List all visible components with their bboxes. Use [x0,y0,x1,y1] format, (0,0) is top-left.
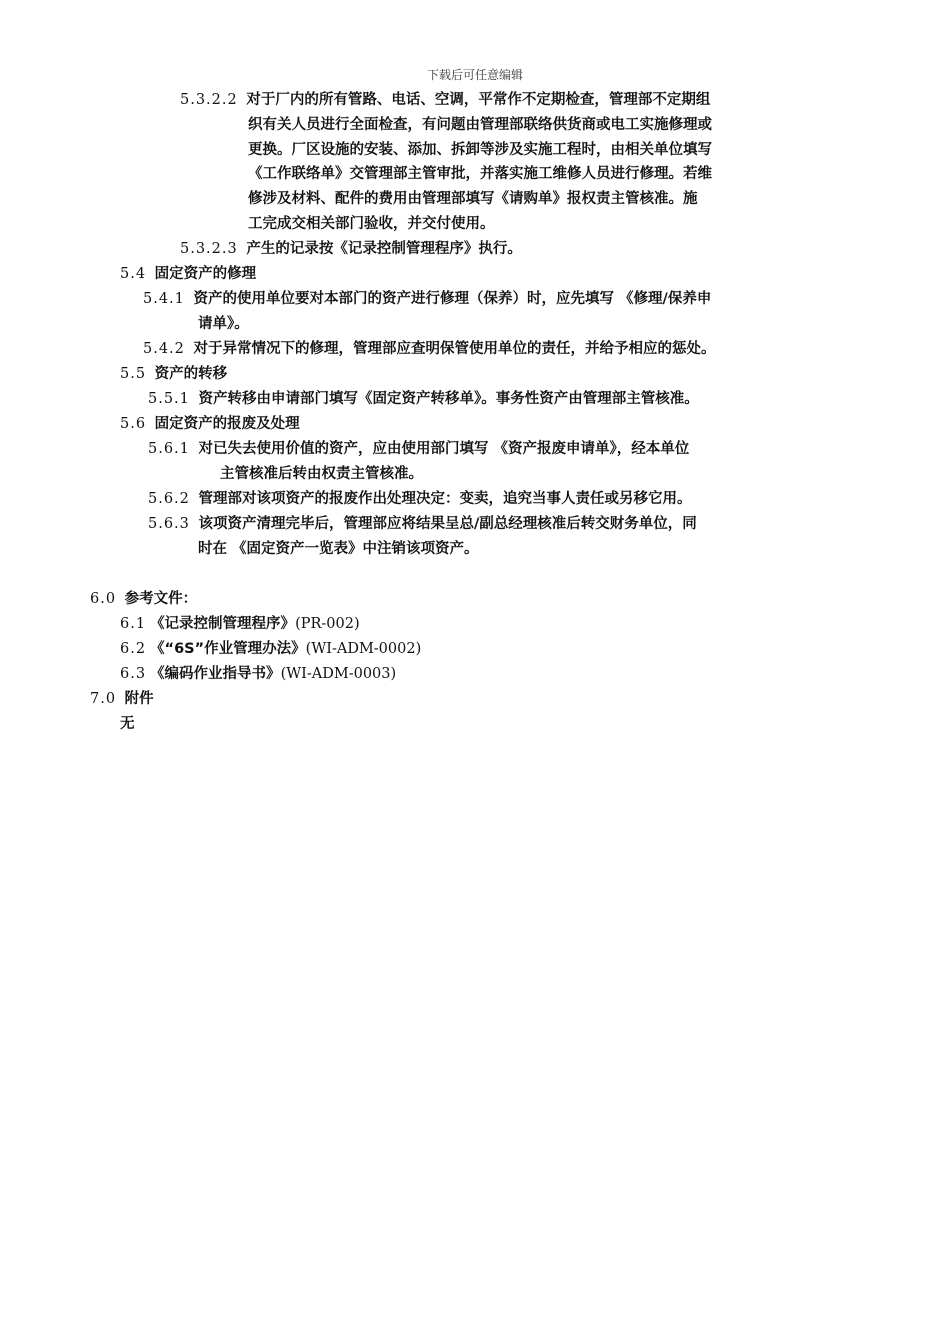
reference-code: (PR-002) [295,616,360,632]
section-7-0 [90,689,154,709]
clause-continuation: 修涉及材料、配件的费用由管理部填写《请购单》报权责主管核准。施 [248,191,698,207]
clause-5-6-2 [148,489,692,509]
section-title: 固定资产的修理 [154,266,257,282]
clause-text: 该项资产清理完毕后，管理部应将结果呈总/副总经理核准后转交财务单位，同 [198,516,697,532]
reference-title: 《“6S”作业管理办法》 [150,641,306,657]
clause-continuation: 更换。厂区设施的安装、添加、拆卸等涉及实施工程时，由相关单位填写 [248,142,712,158]
section-5-4 [120,264,256,284]
clause-continuation: 时在 《固定资产一览表》中注销该项资产。 [198,541,479,557]
reference-6-3 [120,664,396,684]
clause-continuation: 主管核准后转由权责主管核准。 [220,466,423,482]
clause-number: 5.6.2 [148,491,190,507]
clause-5-4-2 [143,339,716,359]
reference-6-1 [120,614,360,634]
section-title: 固定资产的报废及处理 [154,416,300,432]
attachment-none: 无 [120,716,135,732]
section-number: 7.0 [90,691,117,707]
section-title: 资产的转移 [154,366,228,382]
section-number: 5.4 [120,266,147,282]
clause-5-6-1 [148,439,689,459]
clause-number: 5.3.2.3 [180,241,238,257]
section-5-5 [120,364,227,384]
section-title: 参考文件： [124,591,198,607]
reference-title: 《记录控制管理程序》 [150,616,296,632]
clause-text: 对已失去使用价值的资产，应由使用部门填写 《资产报废申请单》，经本单位 [198,441,690,457]
reference-code: (WI-ADM-0003) [280,666,397,682]
reference-number: 6.1 [120,616,147,632]
clause-number: 5.4.1 [143,291,185,307]
clause-continuation: 工完成交相关部门验收，并交付使用。 [248,216,495,232]
reference-title: 《编码作业指导书》 [150,666,281,682]
clause-text: 产生的记录按《记录控制管理程序》执行。 [246,241,522,257]
section-number: 5.6 [120,416,147,432]
section-5-6 [120,414,300,434]
reference-code: (WI-ADM-0002) [305,641,422,657]
reference-number: 6.2 [120,641,147,657]
reference-6-2 [120,639,421,659]
clause-number: 5.3.2.2 [180,92,238,108]
clause-5-3-2-2 [180,90,710,110]
clause-text: 资产的使用单位要对本部门的资产进行修理（保养）时，应先填写 《修理/保养申 [193,291,712,307]
clause-5-6-3 [148,514,697,534]
clause-text: 对于厂内的所有管路、电话、空调，平常作不定期检查，管理部不定期组 [246,92,711,108]
clause-number: 5.6.1 [148,441,190,457]
clause-5-5-1 [148,389,699,409]
clause-text: 管理部对该项资产的报废作出处理决定：变卖，追究当事人责任或另移它用。 [198,491,692,507]
section-title: 附件 [124,691,154,707]
clause-continuation: 《工作联络单》交管理部主管审批，并落实施工维修人员进行修理。若维 [248,166,712,182]
clause-number: 5.4.2 [143,341,185,357]
section-number: 5.5 [120,366,147,382]
section-number: 6.0 [90,591,117,607]
clause-continuation: 请单》。 [198,316,249,332]
clause-number: 5.6.3 [148,516,190,532]
clause-number: 5.5.1 [148,391,190,407]
clause-5-4-1 [143,289,711,309]
clause-text: 资产转移由申请部门填写《固定资产转移单》。事务性资产由管理部主管核准。 [198,391,699,407]
reference-number: 6.3 [120,666,147,682]
clause-5-3-2-3 [180,239,522,259]
page-header: 下载后可任意编辑 [426,68,523,82]
clause-continuation: 织有关人员进行全面检查，有问题由管理部联络供货商或电工实施修理或 [248,117,712,133]
clause-text: 对于异常情况下的修理，管理部应查明保管使用单位的责任，并给予相应的惩处。 [193,341,716,357]
section-6-0 [90,589,197,609]
